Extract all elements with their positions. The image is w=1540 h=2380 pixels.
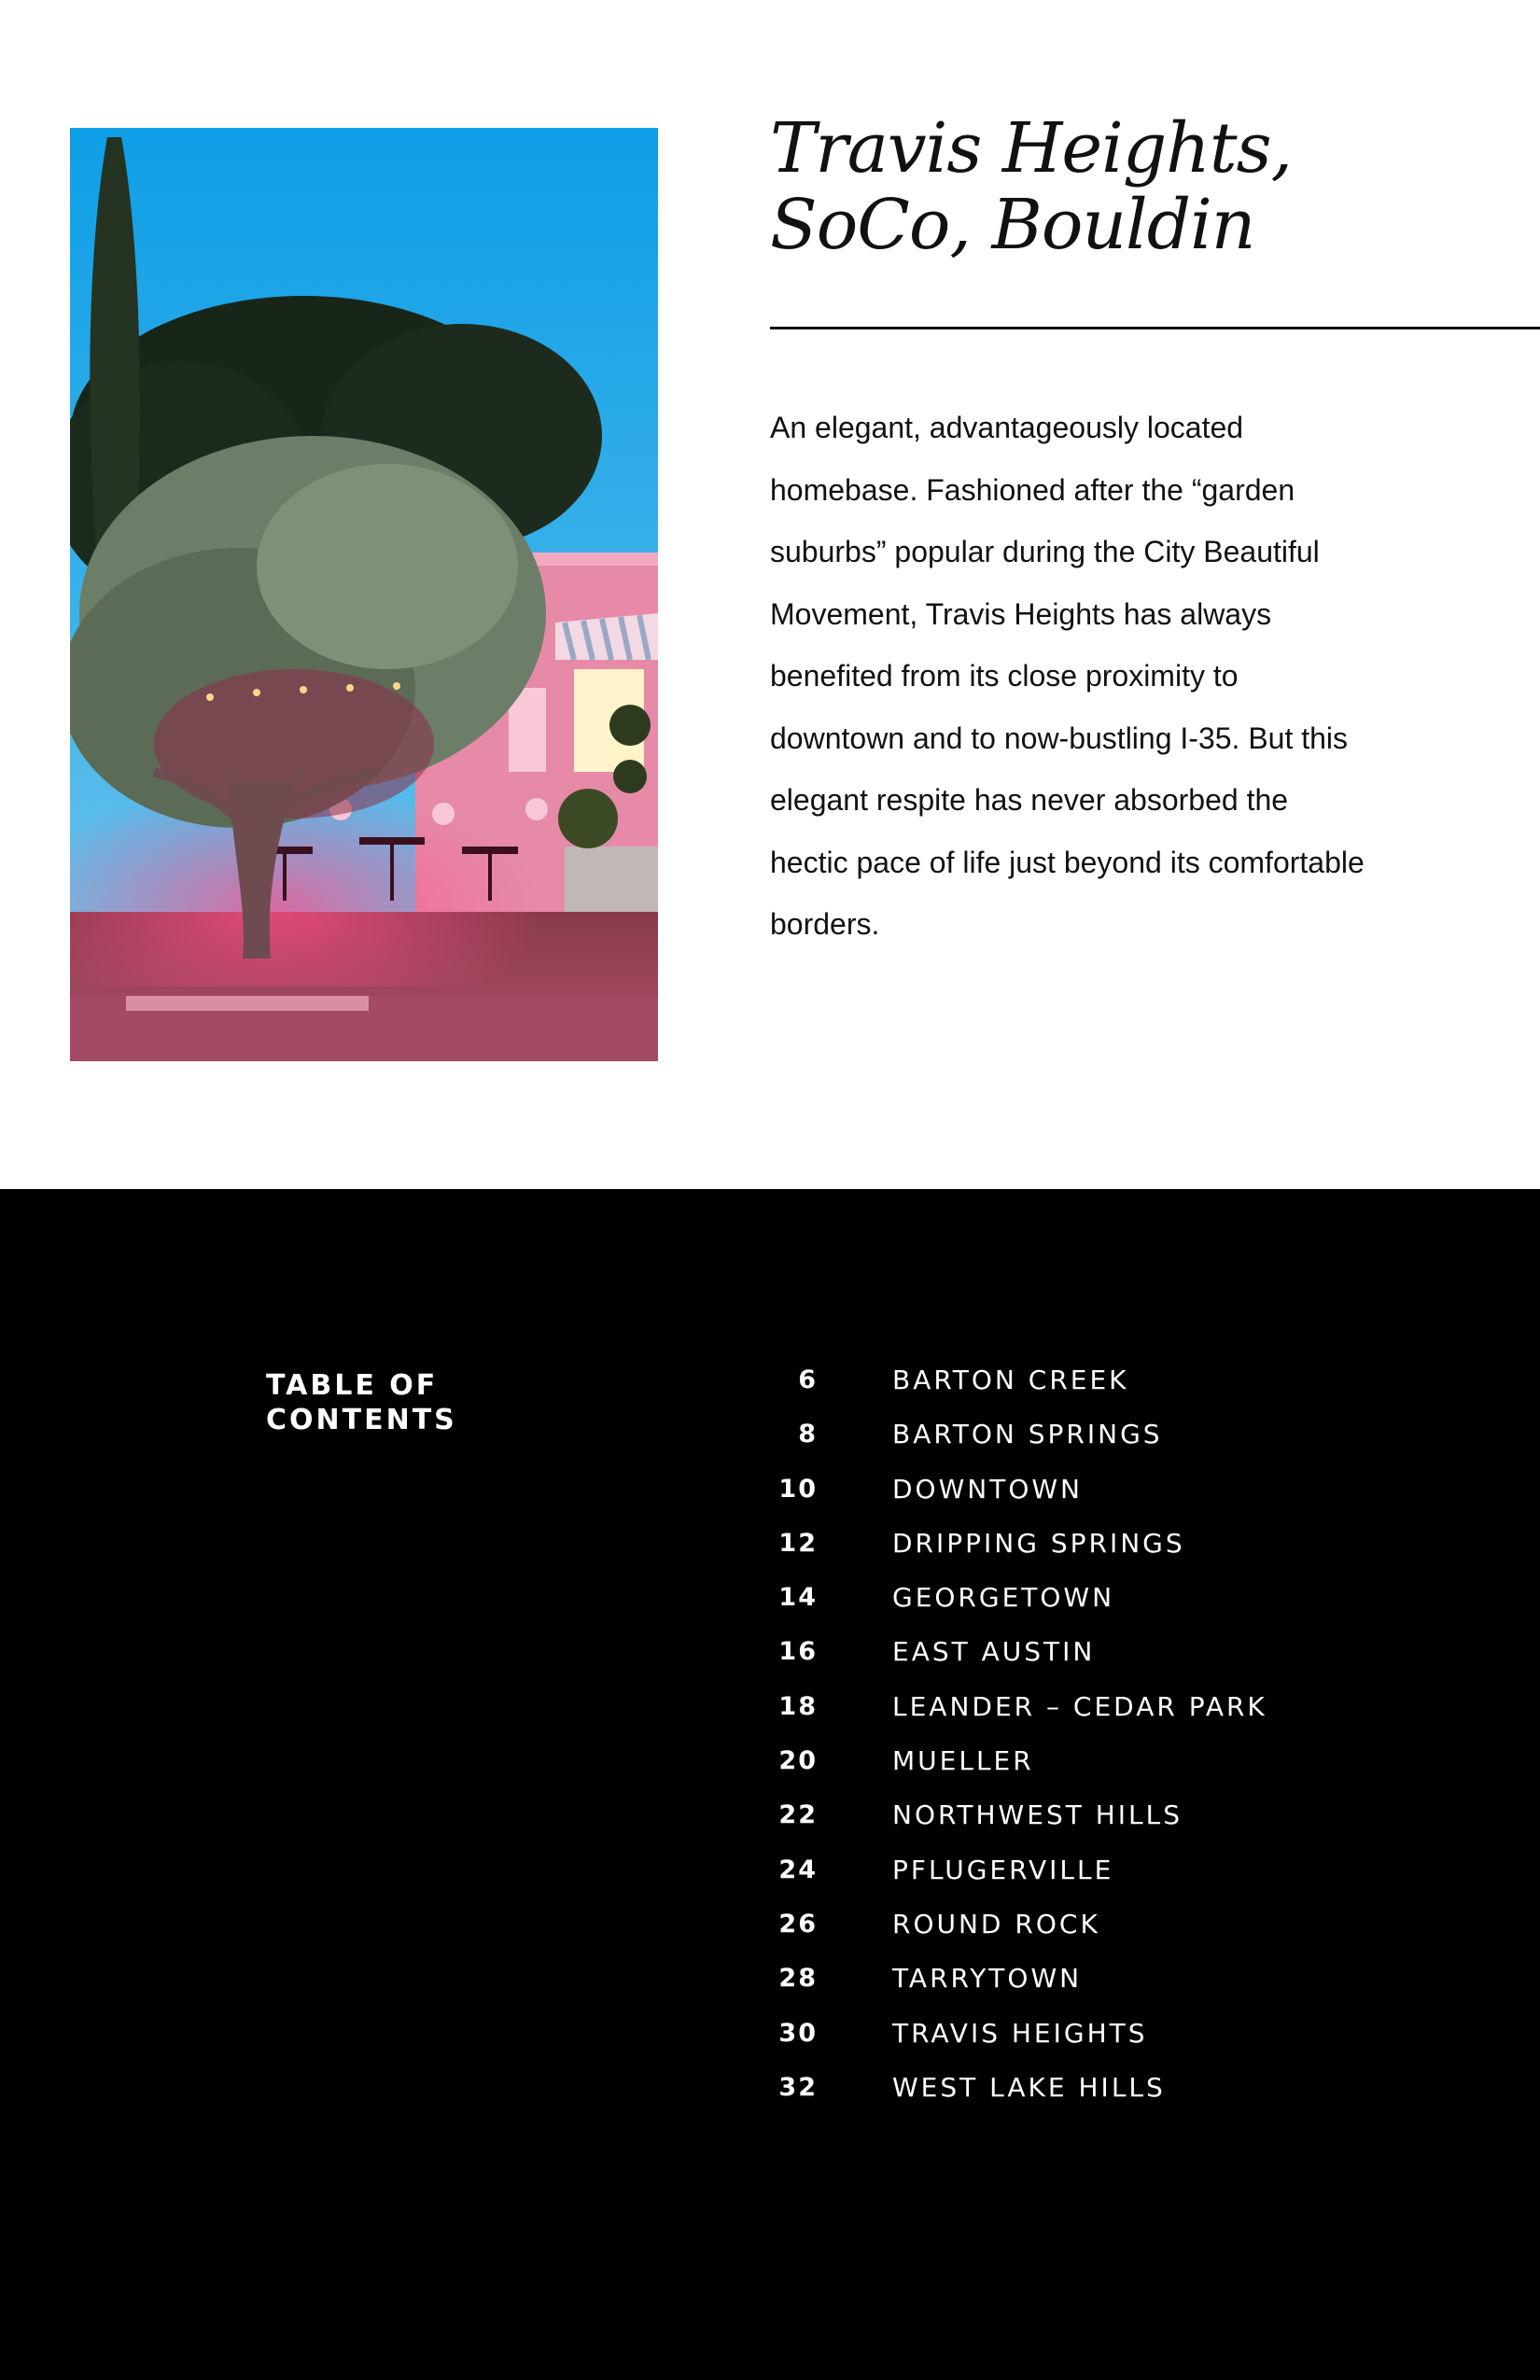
toc-entry-barton-springs[interactable] [747,1419,1493,1473]
toc-entry-title: DRIPPING SPRINGS [892,1527,1185,1559]
toc-entry-title: DOWNTOWN [892,1473,1084,1505]
neighborhood-photo [70,128,658,1061]
toc-entry-title: EAST AUSTIN [892,1636,1096,1668]
toc-heading-line-1: TABLE OF [266,1369,439,1402]
toc-entry-title: NORTHWEST HILLS [892,1799,1183,1831]
toc-entry-mueller[interactable] [747,1745,1493,1799]
toc-entry-pflugerville[interactable] [747,1855,1493,1909]
toc-entry-title: BARTON SPRINGS [892,1419,1163,1450]
toc-entry-leander-cedar-park[interactable] [747,1691,1493,1745]
toc-entry-travis-heights[interactable] [747,2018,1493,2072]
toc-entry-round-rock[interactable] [747,1909,1493,1963]
toc-heading [266,1368,546,1437]
toc-heading-line-2: CONTENTS [266,1404,457,1436]
toc-entry-title: TRAVIS HEIGHTS [892,2017,1148,2049]
toc-entry-dripping-springs[interactable] [747,1528,1493,1582]
toc-entry-title: PFLUGERVILLE [892,1854,1114,1885]
toc-page-number: 14 [778,1583,818,1613]
toc-entry-title: TARRYTOWN [892,1963,1083,1995]
toc-page-number: 8 [798,1420,818,1449]
toc-entry-title: LEANDER – CEDAR PARK [892,1690,1267,1722]
toc-entry-title: WEST LAKE HILLS [892,2071,1166,2103]
neighborhood-description: An elegant, advantageously located homebase. Fashioned after the “garden suburbs” popular during the City Beautiful Movement, Travis Heights has always benefited from its close proximity to downtown and to now-bustling I-35. But this elegant respite has never absorbed the hectic pace of life just beyond its comfortable borders. [770,411,1365,941]
toc-page-number: 26 [778,1909,818,1939]
toc-entry-east-austin[interactable] [747,1636,1493,1690]
table-of-contents-section [0,1189,1540,2380]
toc-page-number: 20 [778,1746,818,1776]
toc-entry-title: GEORGETOWN [892,1582,1115,1614]
toc-entry-title: ROUND ROCK [892,1908,1100,1939]
toc-page-number: 6 [798,1365,818,1394]
patio-dining-illustration [70,128,658,1061]
toc-entry-title: MUELLER [892,1745,1034,1777]
toc-page-number: 30 [778,2018,818,2048]
toc-entry-tarrytown[interactable] [747,1963,1493,2017]
toc-page-number: 24 [778,1855,818,1884]
toc-entry-downtown[interactable] [747,1474,1493,1528]
toc-page-number: 22 [778,1800,818,1830]
toc-entry-northwest-hills[interactable] [747,1799,1493,1854]
neighborhood-title [770,110,1517,263]
title-line-2: SoCo, Bouldin [770,185,1255,265]
title-divider [770,327,1540,329]
toc-page-number: 18 [778,1691,818,1721]
toc-page-number: 16 [778,1637,818,1667]
toc-list [747,1365,1493,2126]
title-line-1: Travis Heights, [770,108,1293,189]
toc-page-number: 10 [778,1474,818,1504]
toc-entry-barton-creek[interactable] [747,1365,1493,1419]
toc-page-number: 28 [778,1964,818,1994]
feature-section [0,0,1540,1189]
toc-entry-georgetown[interactable] [747,1582,1493,1636]
toc-page-number: 32 [778,2072,818,2102]
toc-entry-title: BARTON CREEK [892,1365,1129,1395]
toc-page-number: 12 [778,1528,818,1558]
toc-entry-west-lake-hills[interactable] [747,2072,1493,2126]
